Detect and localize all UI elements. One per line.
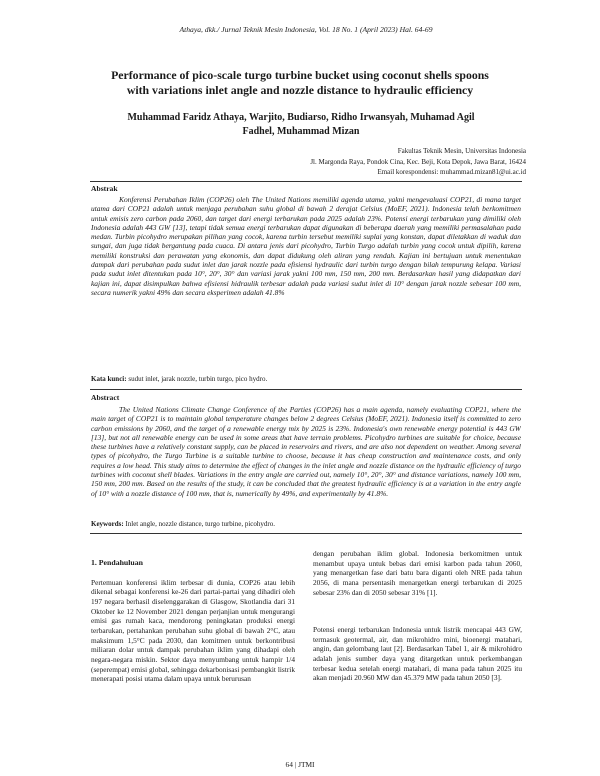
body-column-left [91, 549, 295, 771]
abstract-heading: Abstract [91, 393, 120, 402]
body-paragraph: dengan perubahan iklim global. Indonesia berkomitmen untuk menambut upaya untuk bebas dari emisi karbon pada tahun 2060, yang menargetkan fase dari batu bara diganti oleh NRE pada tahun 2056, di mana persentasih menargetkan energi terbarukan di 2025 sebesar 23% dan di 2050 sebesar 31% [1]. [313, 549, 522, 597]
body-paragraph: Potensi energi terbarukan Indonesia untuk listrik mencapai 443 GW, termasuk geotermal, air, dan mikrohidro mini, bioenergi matahari, angin, dan gelombang laut [2]. Berdasarkan Tabel 1, air & mikrohidro adalah jenis sumber daya yang ditargetkan untuk perkembangan terbesar kedua setelah energi matahari, di mana pada tahun 2025 itu akan menjadi 20.960 MW dan 45.379 MW pada tahun 2050 [3]. [313, 625, 522, 683]
affiliation-email: Email korespondensi: muhammad.mizan81@ui.ac.id [377, 168, 526, 177]
title-line-2: with variations inlet angle and nozzle distance to hydraulic efficiency [126, 82, 474, 97]
keywords-value: Inlet angle, nozzle distance, turgo turbine, picohydro. [125, 520, 275, 528]
running-header: Athaya, dkk./ Jurnal Teknik Mesin Indonesia, Vol. 18 No. 1 (April 2023) Hal. 64-69 [179, 25, 433, 34]
page-footer: 64 | JTMI [285, 760, 315, 769]
body-paragraph: Pertemuan konferensi iklim terbesar di dunia, COP26 atau lebih dikenal sebagai konferensi ke-26 dari partai-partai yang dihadiri oleh 197 negara berhasil diselenggarakan di Glasgow, Skotlandia dari 31 Oktober ke 12 November 2021 dengan perjanjian untuk mengurangi emisi gas rumah kaca, mendorong peningkatan produksi energi terbarukan, pertahankan perubahan suhu global di bawah 2°C, atau maksimum 1,5°C pada 2030, dan komitmen untuk berkontribusi miliaran dolar untuk dampak perubahan iklim yang dihadapi oleh negara-negara miskin. Sektor daya menyumbang untuk hampir 1/4 (seperempat) emisi global, sehingga dekarbonisasi pembangkit listrik menerapati posisi utama dalam upaya untuk berurusan [91, 577, 295, 684]
authors-line-2: Fadhel, Muhammad Mizan [242, 125, 360, 137]
abstrak-heading: Abstrak [91, 184, 118, 193]
title-line-1: Performance of pico-scale turgo turbine bucket using coconut shells spoons [111, 68, 489, 82]
affiliation-block [196, 146, 526, 178]
affiliation-address: Jl. Margonda Raya, Pondok Cina, Kec. Beji, Kota Depok, Jawa Barat, 16424 [310, 157, 526, 166]
keywords-line [91, 520, 521, 529]
paper-title [72, 68, 528, 97]
section-title-introduction: 1. Pendahuluan [91, 558, 144, 567]
kata-kunci-line [91, 375, 521, 384]
kata-kunci-label: Kata kunci: [91, 375, 127, 383]
affiliation-institution: Fakultas Teknik Mesin, Universitas Indonesia [397, 147, 526, 155]
divider-top [90, 181, 522, 182]
kata-kunci-value: sudut inlet, jarak nozzle, turbin turgo, pico hydro. [128, 375, 268, 383]
divider-middle [90, 389, 522, 390]
authors-line-1: Muhammad Faridz Athaya, Warjito, Budiarso, Ridho Irwansyah, Muhamad Agil [127, 112, 475, 123]
divider-bottom [90, 533, 522, 534]
keywords-label: Keywords: [91, 520, 124, 528]
abstract-text: The United Nations Climate Change Conference of the Parties (COP26) has a main agenda, namely evaluating COP21, where the main target of COP21 is to maintain global temperature changes below 2 degrees Celsius (MoEF, 2021). Indonesia itself is committed to zero carbon emissions by 2060, and the target of a renewable energy mix by 2025 is 23%. Indonesia's own renewable energy potential is 443 GW [13], but not all renewable energy can be used in some areas that have terrain problems. Picohydro turbines are suitable for choice, because these turbines have a relatively constant supply, can be placed in reservoirs and rivers, and are also not dependent on weather. Among several types of picohydro, the Turgo Turbine is a suitable turbine to choose, because it has cheap construction and maintenance costs, and only requires a low head. This study aims to determine the effect of changes in the inlet angle and nozzle distance on the hydraulic efficiency of turgo turbines with coconut shell blades. Variations in the entry angle are carried out, namely 10°, 20°, 30° and distance variations, namely 100 mm, 150 mm, 200 mm. Based on the results of the study, it can be concluded that the greatest hydraulic efficiency is at a variation in the entry angle of 10° with a nozzle distance of 100 mm, that is, numerically by 49%, and experimentally by 41.8%. [91, 405, 521, 498]
body-column-right [313, 549, 522, 722]
author-list [96, 111, 506, 138]
abstrak-text: Konferensi Perubahan Iklim (COP26) oleh The United Nations memiliki agenda utama, yakni mengevaluasi COP21, di mana target utama dari COP21 adalah untuk menjaga perubahan suhu global di bawah 2 derajat Celsius (MoEF, 2021). Indonesia telah berkomitmen untuk emisis zero carbon pada 2060, dan target dari energi terbarukan pada 2025 adalah 23%. Potensi energi terbarukan yang dimiliki oleh Indonesia adalah 443 GW [13], tetapi tidak semua energi terbarukan dapat digunakan di beberapa daerah yang memiliki permasalahan pada medan. Turbin picohydro merupakan pilihan yang cocok, karena turbin tersebut memiliki suplai yang konstan, dapat diletakkan di waduk dan sungai, dan juga tidak bergantung pada cuaca. Di antara jenis dari picohydro, Turbin Turgo adalah turbin yang cocok untuk dipilih, karena memiliki konstruksi dan perawatan yang ekonomis, dan dapat didukung oleh aliran yang rendah. Kajian ini bertujuan untuk menentukan dampak dari perubahan pada sudut inlet dan jarak nozzle pada efisiensi hydraulic dari turbin turgo dengan bilah tempurung kelapa. Variasi pada sudut inlet ditentukan pada 10°, 20°, 30° dan variasi jarak yakni 100 mm, 150 mm, 200 mm. Berdasarkan hasil yang didapatkan dari kajian ini, dapat disimpulkan bahwa efisiensi hidraulik terbesar adalah pada variasi sudut inlet di 10° dengan jarak nozzle sebesar 100 mm, secara numerik yakni 49% dan secara eksperimen adalah 41.8% [91, 195, 521, 297]
